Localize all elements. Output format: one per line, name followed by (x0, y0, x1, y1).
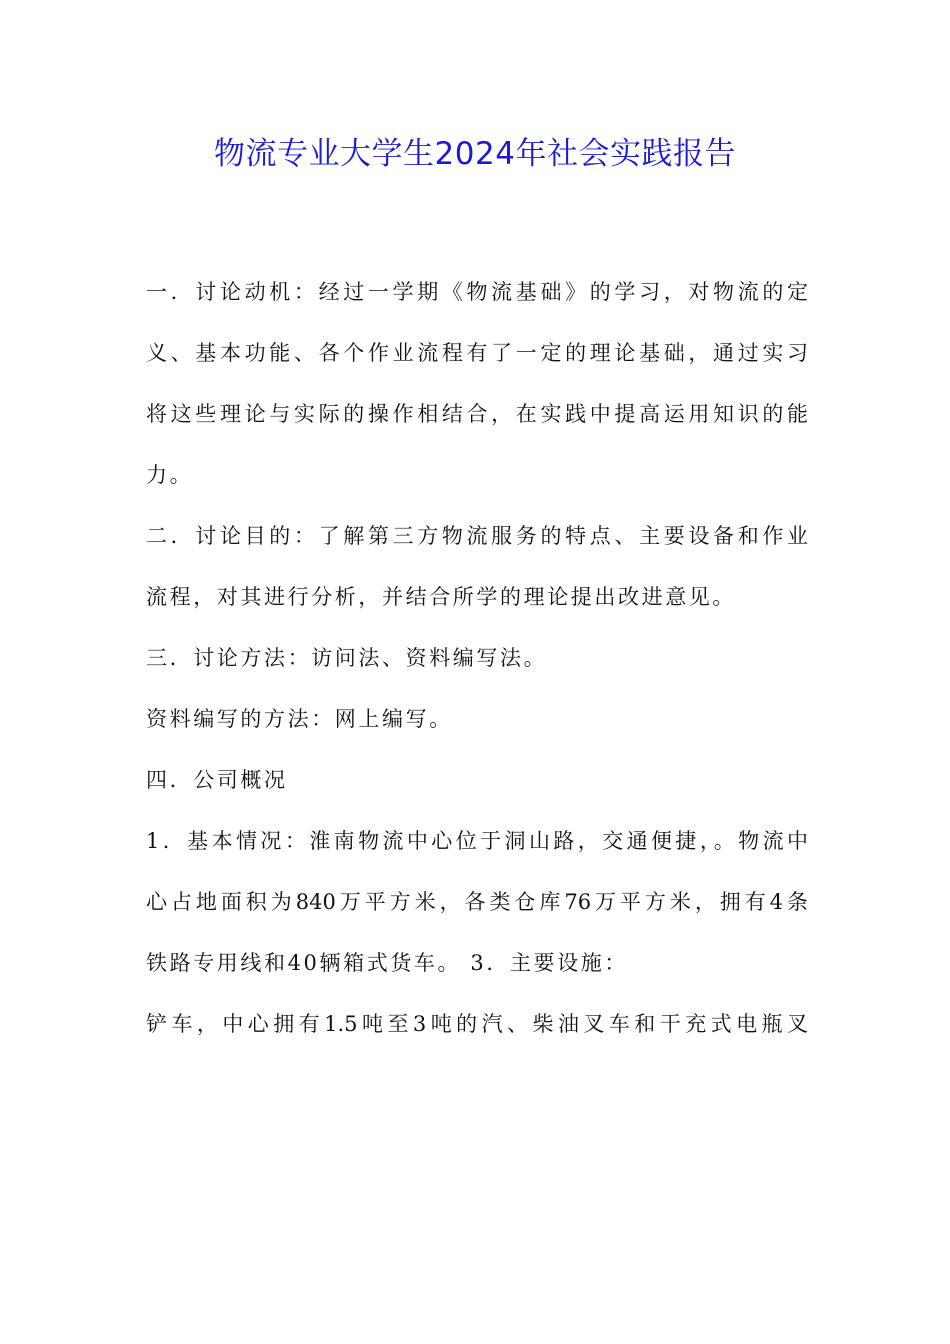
paragraph-line: 资料编写的方法：网上编写。 (146, 707, 453, 731)
paragraph-line: 三．讨论方法：访问法、资料编写法。 (146, 646, 548, 670)
paragraph-line: 1．基本情况：淮南物流中心位于洞山路，交通便捷，。物流中 (146, 829, 808, 853)
paragraph-line: 一．讨论动机：经过一学期《物流基础》的学习，对物流的定 (146, 280, 808, 304)
paragraph-line: 力。 (146, 463, 194, 487)
paragraph-line: 二．讨论目的：了解第三方物流服务的特点、主要设备和作业 (146, 524, 808, 548)
paragraph-line: 四．公司概况 (146, 768, 288, 792)
paragraph-line: 心占地面积为840万平方米，各类仓库76万平方米，拥有4条 (146, 890, 808, 914)
paragraph-line: 流程，对其进行分析，并结合所学的理论提出改进意见。 (146, 585, 736, 609)
document-body (146, 262, 808, 1055)
paragraph-line: 铁路专用线和40辆箱式货车。 3．主要设施： (146, 951, 628, 975)
paragraph-line: 铲车，中心拥有1.5吨至3吨的汽、柴油叉车和干充式电瓶叉 (146, 1012, 808, 1036)
document-title: 物流专业大学生2024年社会实践报告 (214, 136, 736, 172)
paragraph-line: 义、基本功能、各个作业流程有了一定的理论基础，通过实习 (146, 341, 808, 365)
paragraph-line: 将这些理论与实际的操作相结合，在实践中提高运用知识的能 (146, 402, 808, 426)
